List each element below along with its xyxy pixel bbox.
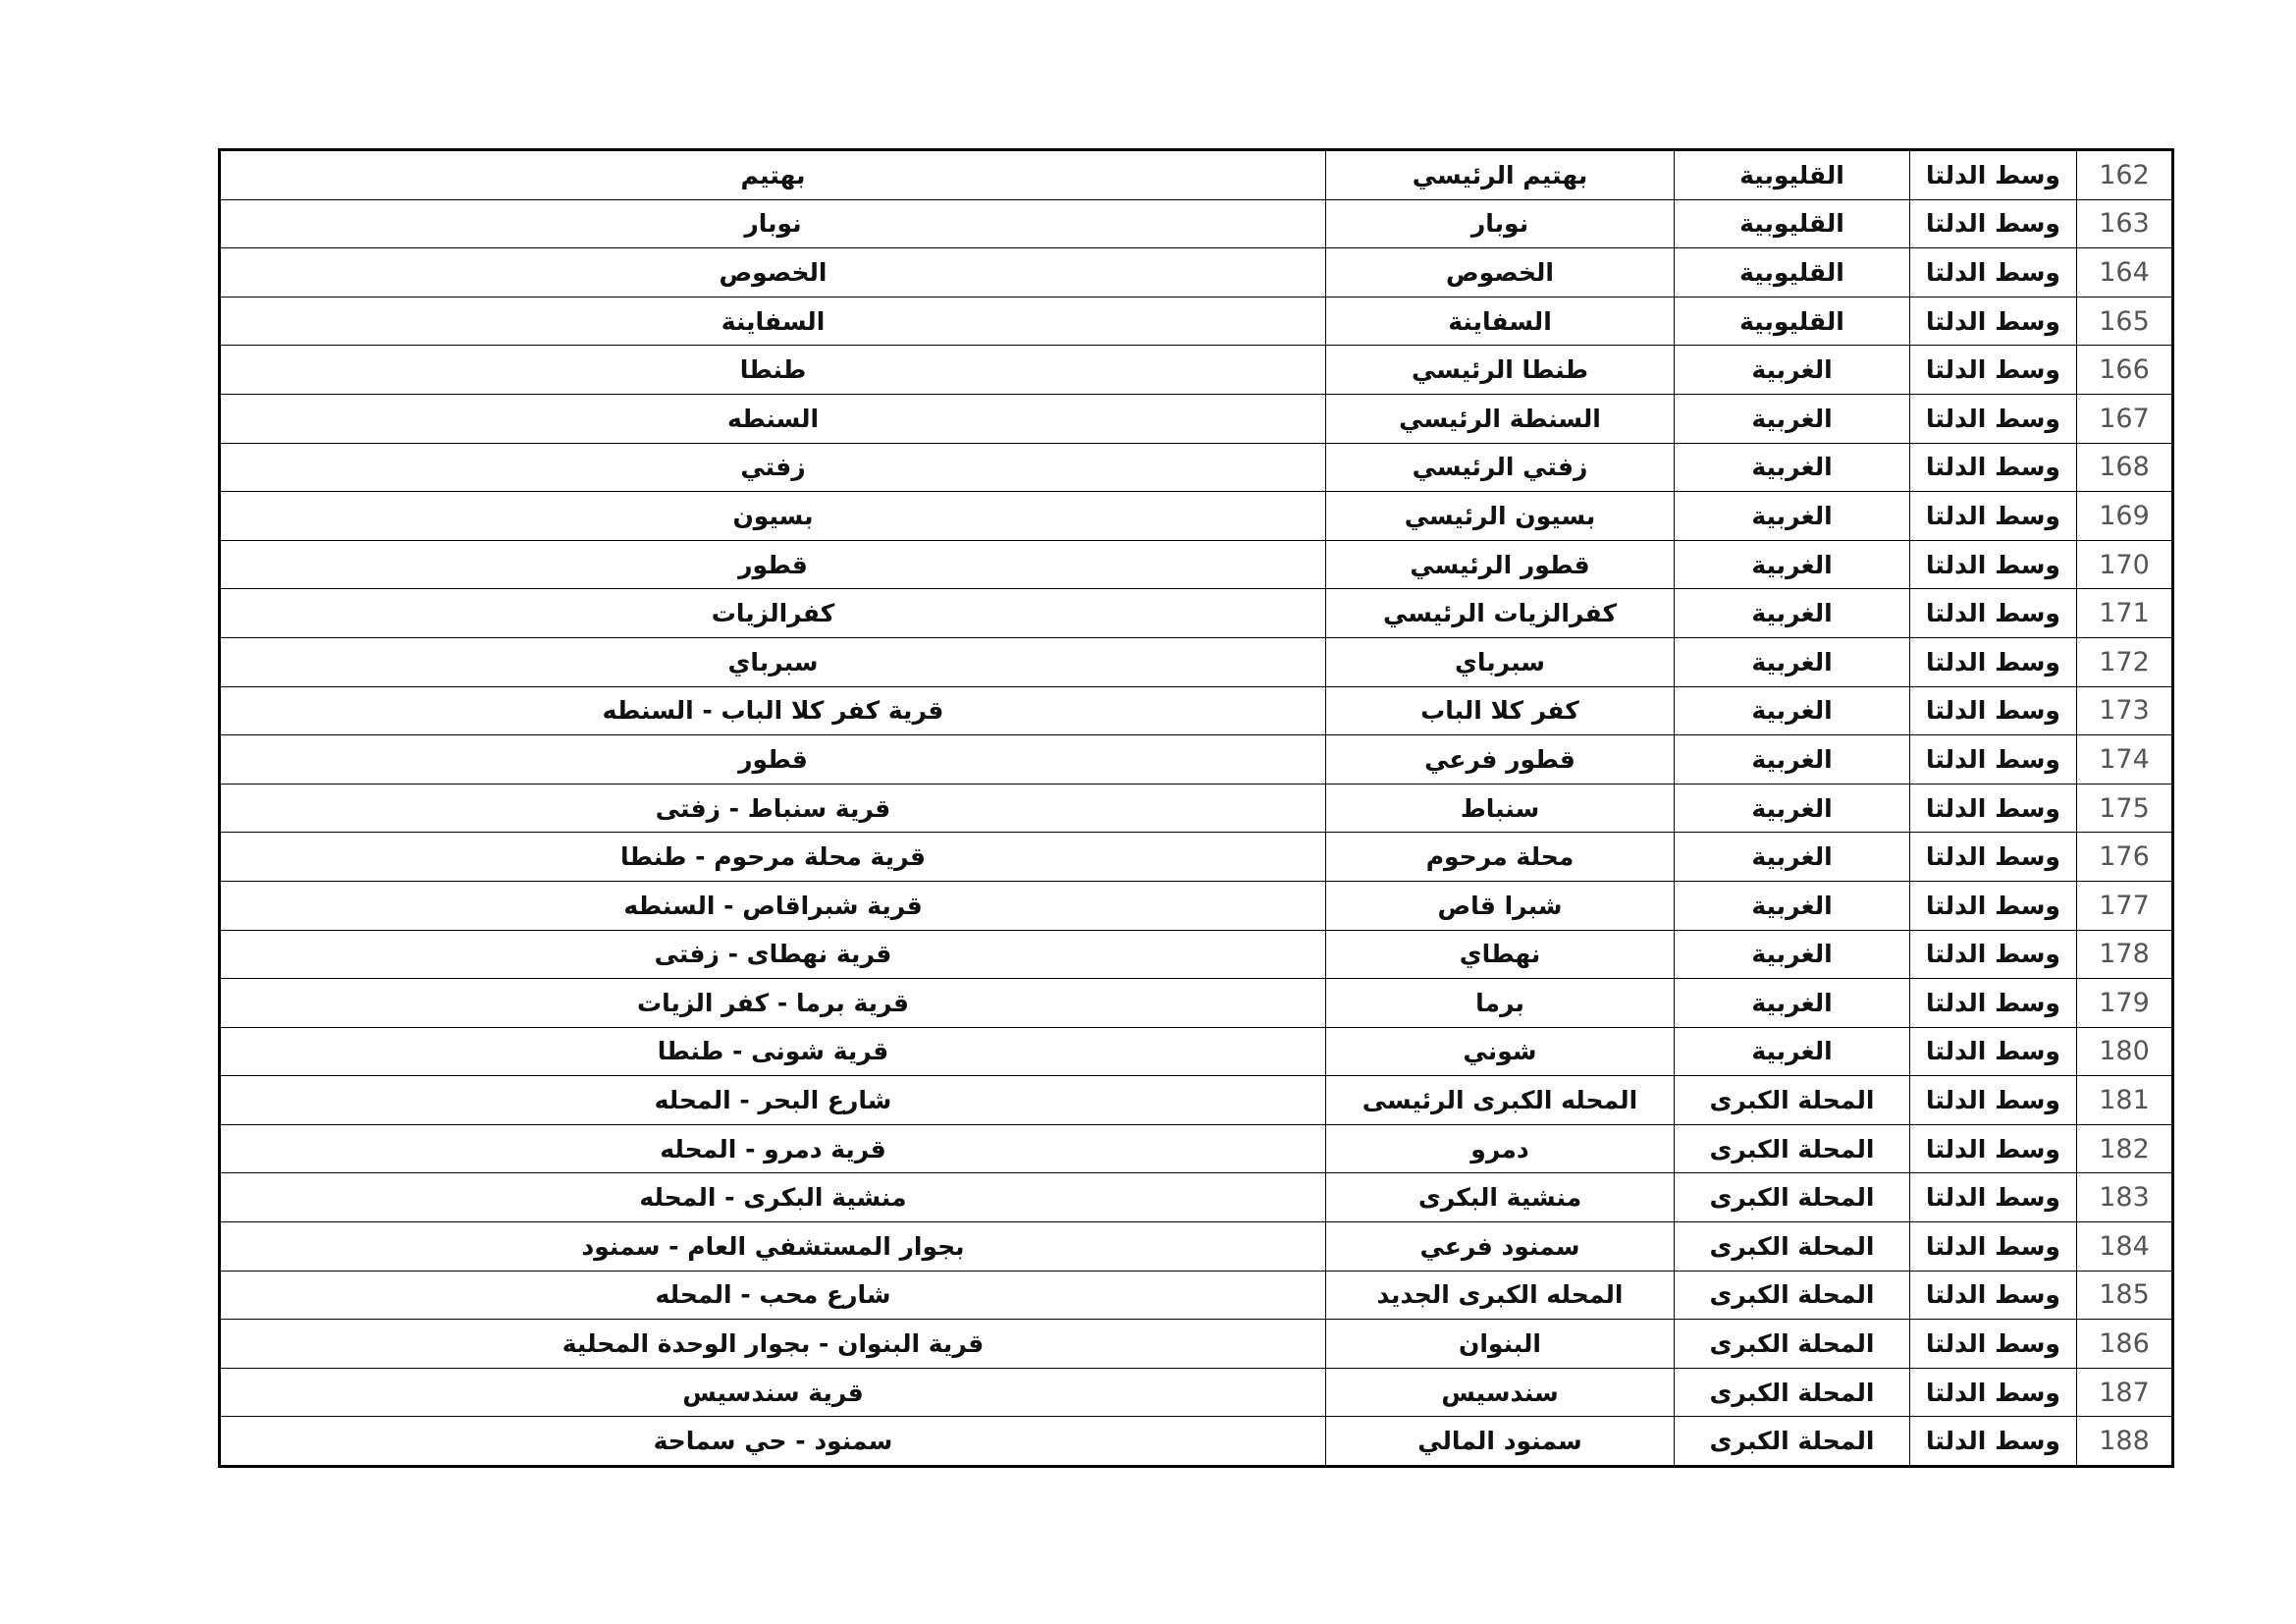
table-row	[220, 930, 2173, 979]
branch-cell: سمنود المالي	[1326, 1417, 1675, 1467]
branch-cell: سندسيس	[1326, 1368, 1675, 1417]
region-cell: وسط الدلتا	[1910, 1076, 2077, 1125]
branch-cell: سمنود فرعي	[1326, 1222, 1675, 1272]
table-row	[220, 1417, 2173, 1467]
table-row	[220, 589, 2173, 638]
location-cell: منشية البكرى - المحله	[220, 1173, 1326, 1222]
governorate-cell: الغربية	[1675, 881, 1910, 930]
region-cell: وسط الدلتا	[1910, 589, 2077, 638]
governorate-cell: المحلة الكبرى	[1675, 1417, 1910, 1467]
governorate-cell: الغربية	[1675, 443, 1910, 492]
location-cell: بجوار المستشفي العام - سمنود	[220, 1222, 1326, 1272]
branch-cell: سنباط	[1326, 784, 1675, 833]
region-cell: وسط الدلتا	[1910, 1320, 2077, 1369]
table-row	[220, 1222, 2173, 1272]
branch-cell: شوني	[1326, 1027, 1675, 1076]
row-number-cell: 180	[2077, 1027, 2173, 1076]
row-number-cell: 171	[2077, 589, 2173, 638]
governorate-cell: القليوبية	[1675, 150, 1910, 200]
governorate-cell: المحلة الكبرى	[1675, 1124, 1910, 1173]
governorate-cell: المحلة الكبرى	[1675, 1076, 1910, 1125]
region-cell: وسط الدلتا	[1910, 150, 2077, 200]
location-cell: السفاينة	[220, 297, 1326, 346]
table-row	[220, 979, 2173, 1028]
governorate-cell: القليوبية	[1675, 248, 1910, 298]
row-number-cell: 173	[2077, 686, 2173, 735]
region-cell: وسط الدلتا	[1910, 394, 2077, 443]
row-number-cell: 162	[2077, 150, 2173, 200]
governorate-cell: القليوبية	[1675, 297, 1910, 346]
row-number-cell: 175	[2077, 784, 2173, 833]
region-cell: وسط الدلتا	[1910, 492, 2077, 541]
branch-cell: البنوان	[1326, 1320, 1675, 1369]
governorate-cell: الغربية	[1675, 784, 1910, 833]
location-cell: قرية شونى - طنطا	[220, 1027, 1326, 1076]
table-row	[220, 1076, 2173, 1125]
branch-cell: المحله الكبرى الرئيسى	[1326, 1076, 1675, 1125]
region-cell: وسط الدلتا	[1910, 1368, 2077, 1417]
branch-cell: كفر كلا الباب	[1326, 686, 1675, 735]
location-cell: قرية محلة مرحوم - طنطا	[220, 833, 1326, 882]
location-cell: قطور	[220, 735, 1326, 785]
region-cell: وسط الدلتا	[1910, 199, 2077, 248]
branch-cell: زفتي الرئيسي	[1326, 443, 1675, 492]
location-cell: قرية نهطاى - زفتى	[220, 930, 1326, 979]
row-number-cell: 184	[2077, 1222, 2173, 1272]
table-row	[220, 1173, 2173, 1222]
region-cell: وسط الدلتا	[1910, 833, 2077, 882]
governorate-cell: الغربية	[1675, 735, 1910, 785]
governorate-cell: الغربية	[1675, 589, 1910, 638]
row-number-cell: 168	[2077, 443, 2173, 492]
location-cell: كفرالزيات	[220, 589, 1326, 638]
governorate-cell: الغربية	[1675, 492, 1910, 541]
location-cell: قرية كفر كلا الباب - السنطه	[220, 686, 1326, 735]
branch-cell: المحله الكبرى الجديد	[1326, 1271, 1675, 1320]
region-cell: وسط الدلتا	[1910, 443, 2077, 492]
row-number-cell: 176	[2077, 833, 2173, 882]
location-cell: قرية البنوان - بجوار الوحدة المحلية	[220, 1320, 1326, 1369]
region-cell: وسط الدلتا	[1910, 248, 2077, 298]
location-cell: الخصوص	[220, 248, 1326, 298]
row-number-cell: 163	[2077, 199, 2173, 248]
governorate-cell: الغربية	[1675, 346, 1910, 395]
table-row	[220, 1027, 2173, 1076]
branch-cell: قطور فرعي	[1326, 735, 1675, 785]
row-number-cell: 167	[2077, 394, 2173, 443]
region-cell: وسط الدلتا	[1910, 297, 2077, 346]
region-cell: وسط الدلتا	[1910, 784, 2077, 833]
branch-cell: السفاينة	[1326, 297, 1675, 346]
table-row	[220, 248, 2173, 298]
region-cell: وسط الدلتا	[1910, 1271, 2077, 1320]
location-cell: بسيون	[220, 492, 1326, 541]
row-number-cell: 166	[2077, 346, 2173, 395]
region-cell: وسط الدلتا	[1910, 1417, 2077, 1467]
governorate-cell: الغربية	[1675, 686, 1910, 735]
location-cell: شارع محب - المحله	[220, 1271, 1326, 1320]
row-number-cell: 165	[2077, 297, 2173, 346]
table-row	[220, 1368, 2173, 1417]
region-cell: وسط الدلتا	[1910, 881, 2077, 930]
location-cell: قرية شبراقاص - السنطه	[220, 881, 1326, 930]
governorate-cell: الغربية	[1675, 540, 1910, 589]
row-number-cell: 169	[2077, 492, 2173, 541]
table-row	[220, 394, 2173, 443]
row-number-cell: 182	[2077, 1124, 2173, 1173]
branch-cell: الخصوص	[1326, 248, 1675, 298]
table-row	[220, 297, 2173, 346]
location-cell: قرية برما - كفر الزيات	[220, 979, 1326, 1028]
row-number-cell: 178	[2077, 930, 2173, 979]
branch-cell: بهتيم الرئيسي	[1326, 150, 1675, 200]
row-number-cell: 188	[2077, 1417, 2173, 1467]
governorate-cell: المحلة الكبرى	[1675, 1368, 1910, 1417]
branches-table	[218, 148, 2174, 1468]
branch-cell: محلة مرحوم	[1326, 833, 1675, 882]
row-number-cell: 170	[2077, 540, 2173, 589]
governorate-cell: المحلة الكبرى	[1675, 1222, 1910, 1272]
governorate-cell: المحلة الكبرى	[1675, 1173, 1910, 1222]
location-cell: زفتي	[220, 443, 1326, 492]
table-row	[220, 686, 2173, 735]
row-number-cell: 183	[2077, 1173, 2173, 1222]
region-cell: وسط الدلتا	[1910, 1027, 2077, 1076]
governorate-cell: الغربية	[1675, 979, 1910, 1028]
location-cell: قرية دمرو - المحله	[220, 1124, 1326, 1173]
location-cell: شارع البحر - المحله	[220, 1076, 1326, 1125]
branch-cell: شبرا قاص	[1326, 881, 1675, 930]
location-cell: سمنود - حي سماحة	[220, 1417, 1326, 1467]
table-row	[220, 150, 2173, 200]
region-cell: وسط الدلتا	[1910, 686, 2077, 735]
governorate-cell: الغربية	[1675, 930, 1910, 979]
row-number-cell: 181	[2077, 1076, 2173, 1125]
region-cell: وسط الدلتا	[1910, 1124, 2077, 1173]
region-cell: وسط الدلتا	[1910, 979, 2077, 1028]
row-number-cell: 185	[2077, 1271, 2173, 1320]
region-cell: وسط الدلتا	[1910, 930, 2077, 979]
row-number-cell: 172	[2077, 637, 2173, 686]
region-cell: وسط الدلتا	[1910, 1222, 2077, 1272]
table-row	[220, 1271, 2173, 1320]
location-cell: طنطا	[220, 346, 1326, 395]
governorate-cell: الغربية	[1675, 833, 1910, 882]
table-row	[220, 492, 2173, 541]
branch-cell: دمرو	[1326, 1124, 1675, 1173]
table-row	[220, 1320, 2173, 1369]
table-row	[220, 735, 2173, 785]
row-number-cell: 187	[2077, 1368, 2173, 1417]
table-row	[220, 540, 2173, 589]
table-row	[220, 1124, 2173, 1173]
governorate-cell: المحلة الكبرى	[1675, 1271, 1910, 1320]
location-cell: نوبار	[220, 199, 1326, 248]
governorate-cell: الغربية	[1675, 394, 1910, 443]
branch-cell: نوبار	[1326, 199, 1675, 248]
branch-cell: منشية البكرى	[1326, 1173, 1675, 1222]
governorate-cell: المحلة الكبرى	[1675, 1320, 1910, 1369]
table-row	[220, 637, 2173, 686]
region-cell: وسط الدلتا	[1910, 1173, 2077, 1222]
branch-cell: برما	[1326, 979, 1675, 1028]
location-cell: قرية سنباط - زفتى	[220, 784, 1326, 833]
row-number-cell: 164	[2077, 248, 2173, 298]
region-cell: وسط الدلتا	[1910, 346, 2077, 395]
branch-cell: السنطة الرئيسي	[1326, 394, 1675, 443]
table-row	[220, 443, 2173, 492]
table-row	[220, 881, 2173, 930]
branch-cell: كفرالزيات الرئيسي	[1326, 589, 1675, 638]
location-cell: سبرباي	[220, 637, 1326, 686]
row-number-cell: 186	[2077, 1320, 2173, 1369]
branch-cell: قطور الرئيسي	[1326, 540, 1675, 589]
row-number-cell: 174	[2077, 735, 2173, 785]
governorate-cell: الغربية	[1675, 1027, 1910, 1076]
region-cell: وسط الدلتا	[1910, 637, 2077, 686]
table-row	[220, 199, 2173, 248]
branch-cell: طنطا الرئيسي	[1326, 346, 1675, 395]
table-row	[220, 784, 2173, 833]
table-body	[220, 150, 2173, 1467]
branch-cell: سبرباي	[1326, 637, 1675, 686]
location-cell: بهتيم	[220, 150, 1326, 200]
region-cell: وسط الدلتا	[1910, 540, 2077, 589]
location-cell: قرية سندسيس	[220, 1368, 1326, 1417]
location-cell: السنطه	[220, 394, 1326, 443]
region-cell: وسط الدلتا	[1910, 735, 2077, 785]
governorate-cell: الغربية	[1675, 637, 1910, 686]
branch-cell: نهطاي	[1326, 930, 1675, 979]
branch-cell: بسيون الرئيسي	[1326, 492, 1675, 541]
row-number-cell: 177	[2077, 881, 2173, 930]
table-row	[220, 346, 2173, 395]
location-cell: قطور	[220, 540, 1326, 589]
table-row	[220, 833, 2173, 882]
row-number-cell: 179	[2077, 979, 2173, 1028]
governorate-cell: القليوبية	[1675, 199, 1910, 248]
